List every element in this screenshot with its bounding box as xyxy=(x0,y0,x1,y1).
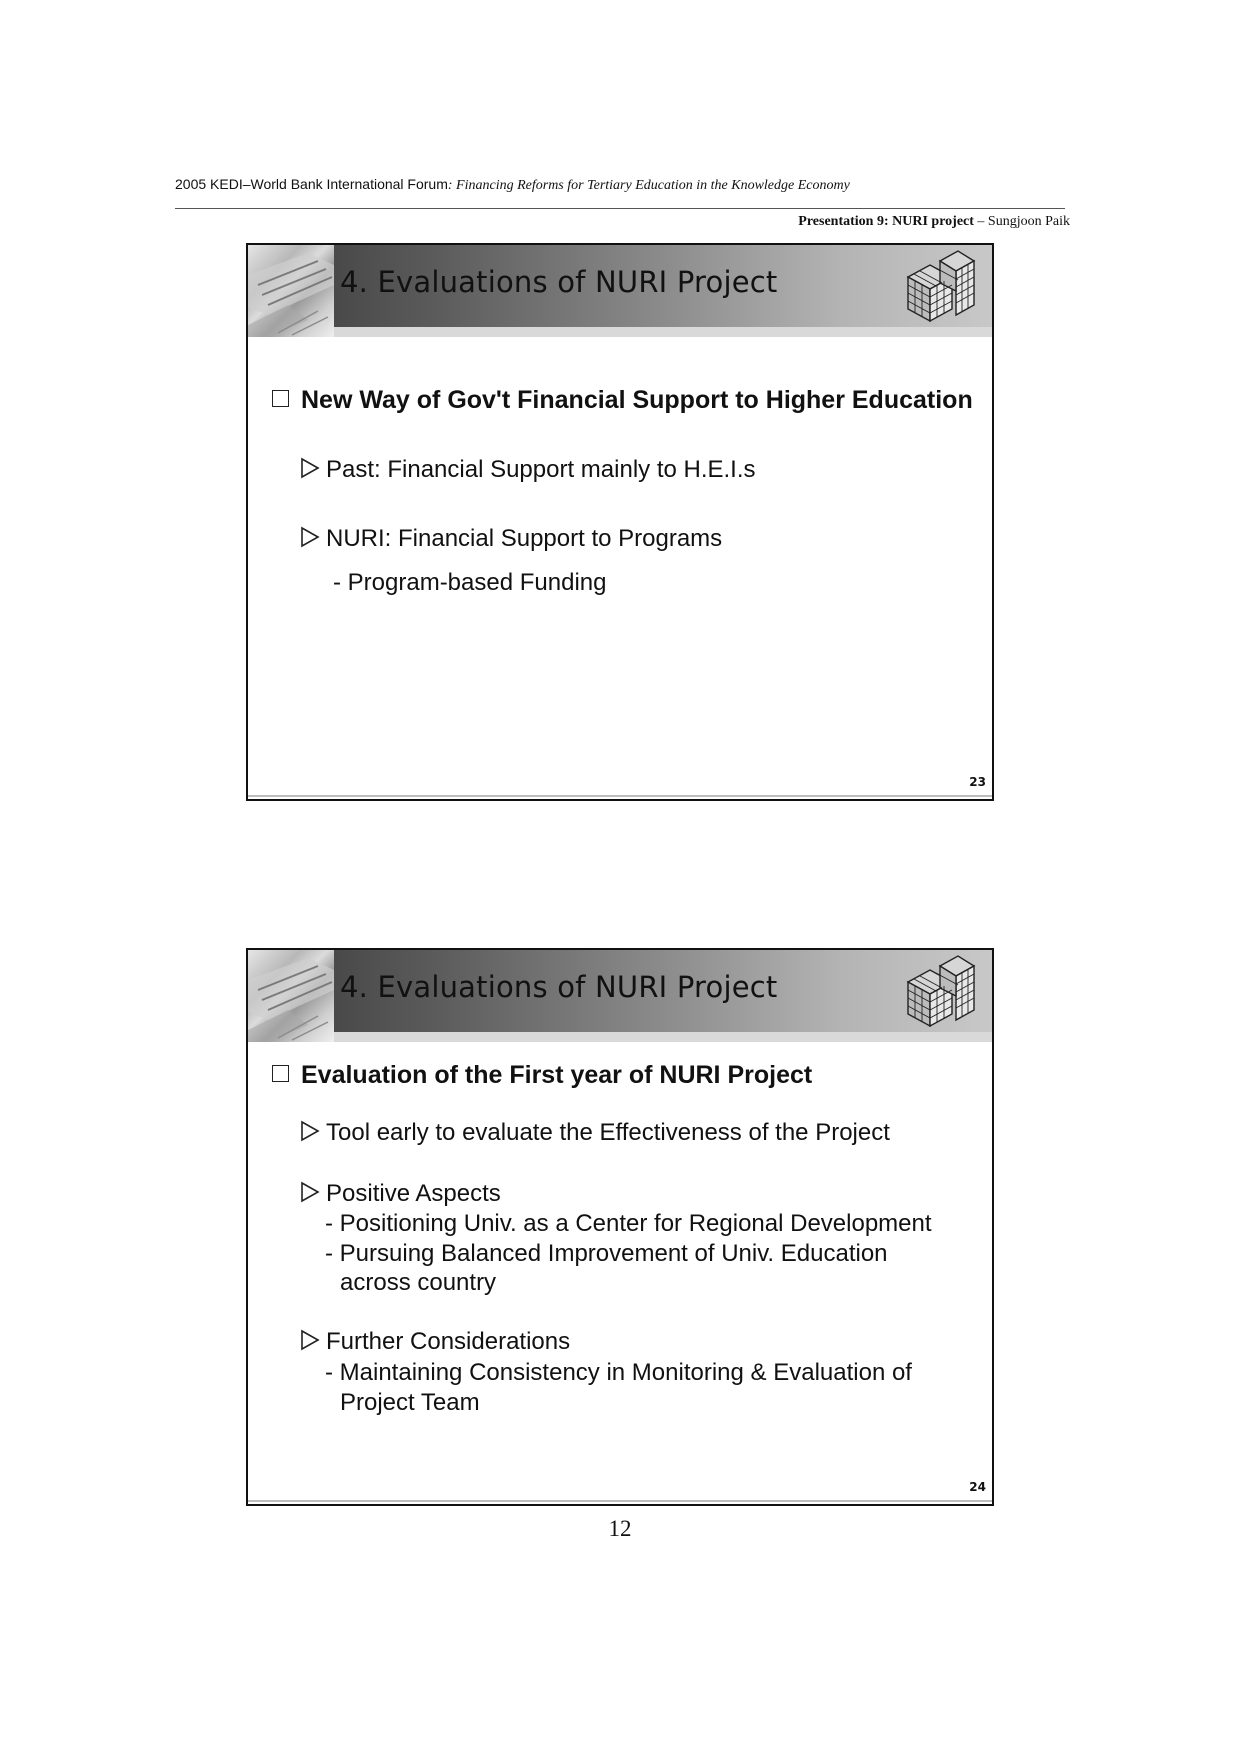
slide-heading xyxy=(272,1061,812,1090)
sub-pursuing-cont: across country xyxy=(340,1269,497,1296)
slide-heading xyxy=(272,386,973,415)
bullet-text: Tool early to evaluate the Effectiveness of the Project xyxy=(326,1119,890,1146)
bullet-further xyxy=(300,1328,570,1356)
triangle-bullet-icon xyxy=(300,526,320,548)
slide-number: 24 xyxy=(969,1480,986,1494)
triangle-bullet-icon xyxy=(300,457,320,479)
slide-title: 4. Evaluations of NURI Project xyxy=(340,970,778,1004)
running-header xyxy=(175,176,850,194)
banner-underline xyxy=(248,1032,992,1042)
heading-text: Evaluation of the First year of NURI Project xyxy=(301,1061,813,1089)
triangle-bullet-icon xyxy=(300,1329,320,1351)
triangle-bullet-icon xyxy=(300,1181,320,1203)
sub-maintaining: - Maintaining Consistency in Monitoring & Evaluation of xyxy=(325,1359,912,1386)
slide-24 xyxy=(246,948,994,1506)
forum-name: 2005 KEDI–World Bank International Forum xyxy=(175,176,448,192)
slide-number: 23 xyxy=(969,775,986,789)
cube-blocks-icon xyxy=(900,247,978,325)
slide-bottom-line xyxy=(248,795,992,797)
bullet-text: NURI: Financial Support to Programs xyxy=(326,525,723,552)
slide-bottom-line xyxy=(248,1500,992,1502)
slide-title: 4. Evaluations of NURI Project xyxy=(340,265,778,299)
slide-23 xyxy=(246,243,994,801)
forum-subtitle: : Financing Reforms for Tertiary Education in the Knowledge Economy xyxy=(447,178,850,193)
checkbox-square-icon xyxy=(272,390,289,407)
presentation-title: Presentation 9: NURI project xyxy=(798,214,974,229)
keyboard-photo-icon xyxy=(248,245,334,337)
bullet-nuri xyxy=(300,525,722,553)
bullet-past xyxy=(300,456,756,484)
presentation-author: – Sungjoon Paik xyxy=(973,214,1070,229)
cube-blocks-icon xyxy=(900,952,978,1030)
banner-underline xyxy=(248,327,992,337)
bullet-positive xyxy=(300,1180,501,1208)
checkbox-square-icon xyxy=(272,1065,289,1082)
bullet-text: Past: Financial Support mainly to H.E.I.s xyxy=(326,456,756,483)
keyboard-photo-icon xyxy=(248,950,334,1042)
bullet-tool xyxy=(300,1119,890,1147)
bullet-text: Positive Aspects xyxy=(326,1180,501,1207)
bullet-text: Further Considerations xyxy=(326,1328,571,1355)
heading-text: New Way of Gov't Financial Support to Higher Education xyxy=(301,386,973,414)
sub-maintaining-cont: Project Team xyxy=(340,1389,480,1416)
sub-program-funding: - Program-based Funding xyxy=(333,569,607,596)
page-number: 12 xyxy=(608,1516,632,1541)
sub-pursuing: - Pursuing Balanced Improvement of Univ. Education xyxy=(325,1240,888,1267)
sub-positioning: - Positioning Univ. as a Center for Regional Development xyxy=(325,1210,932,1237)
header-rule xyxy=(175,208,1065,209)
presentation-line xyxy=(798,214,1070,230)
triangle-bullet-icon xyxy=(300,1120,320,1142)
